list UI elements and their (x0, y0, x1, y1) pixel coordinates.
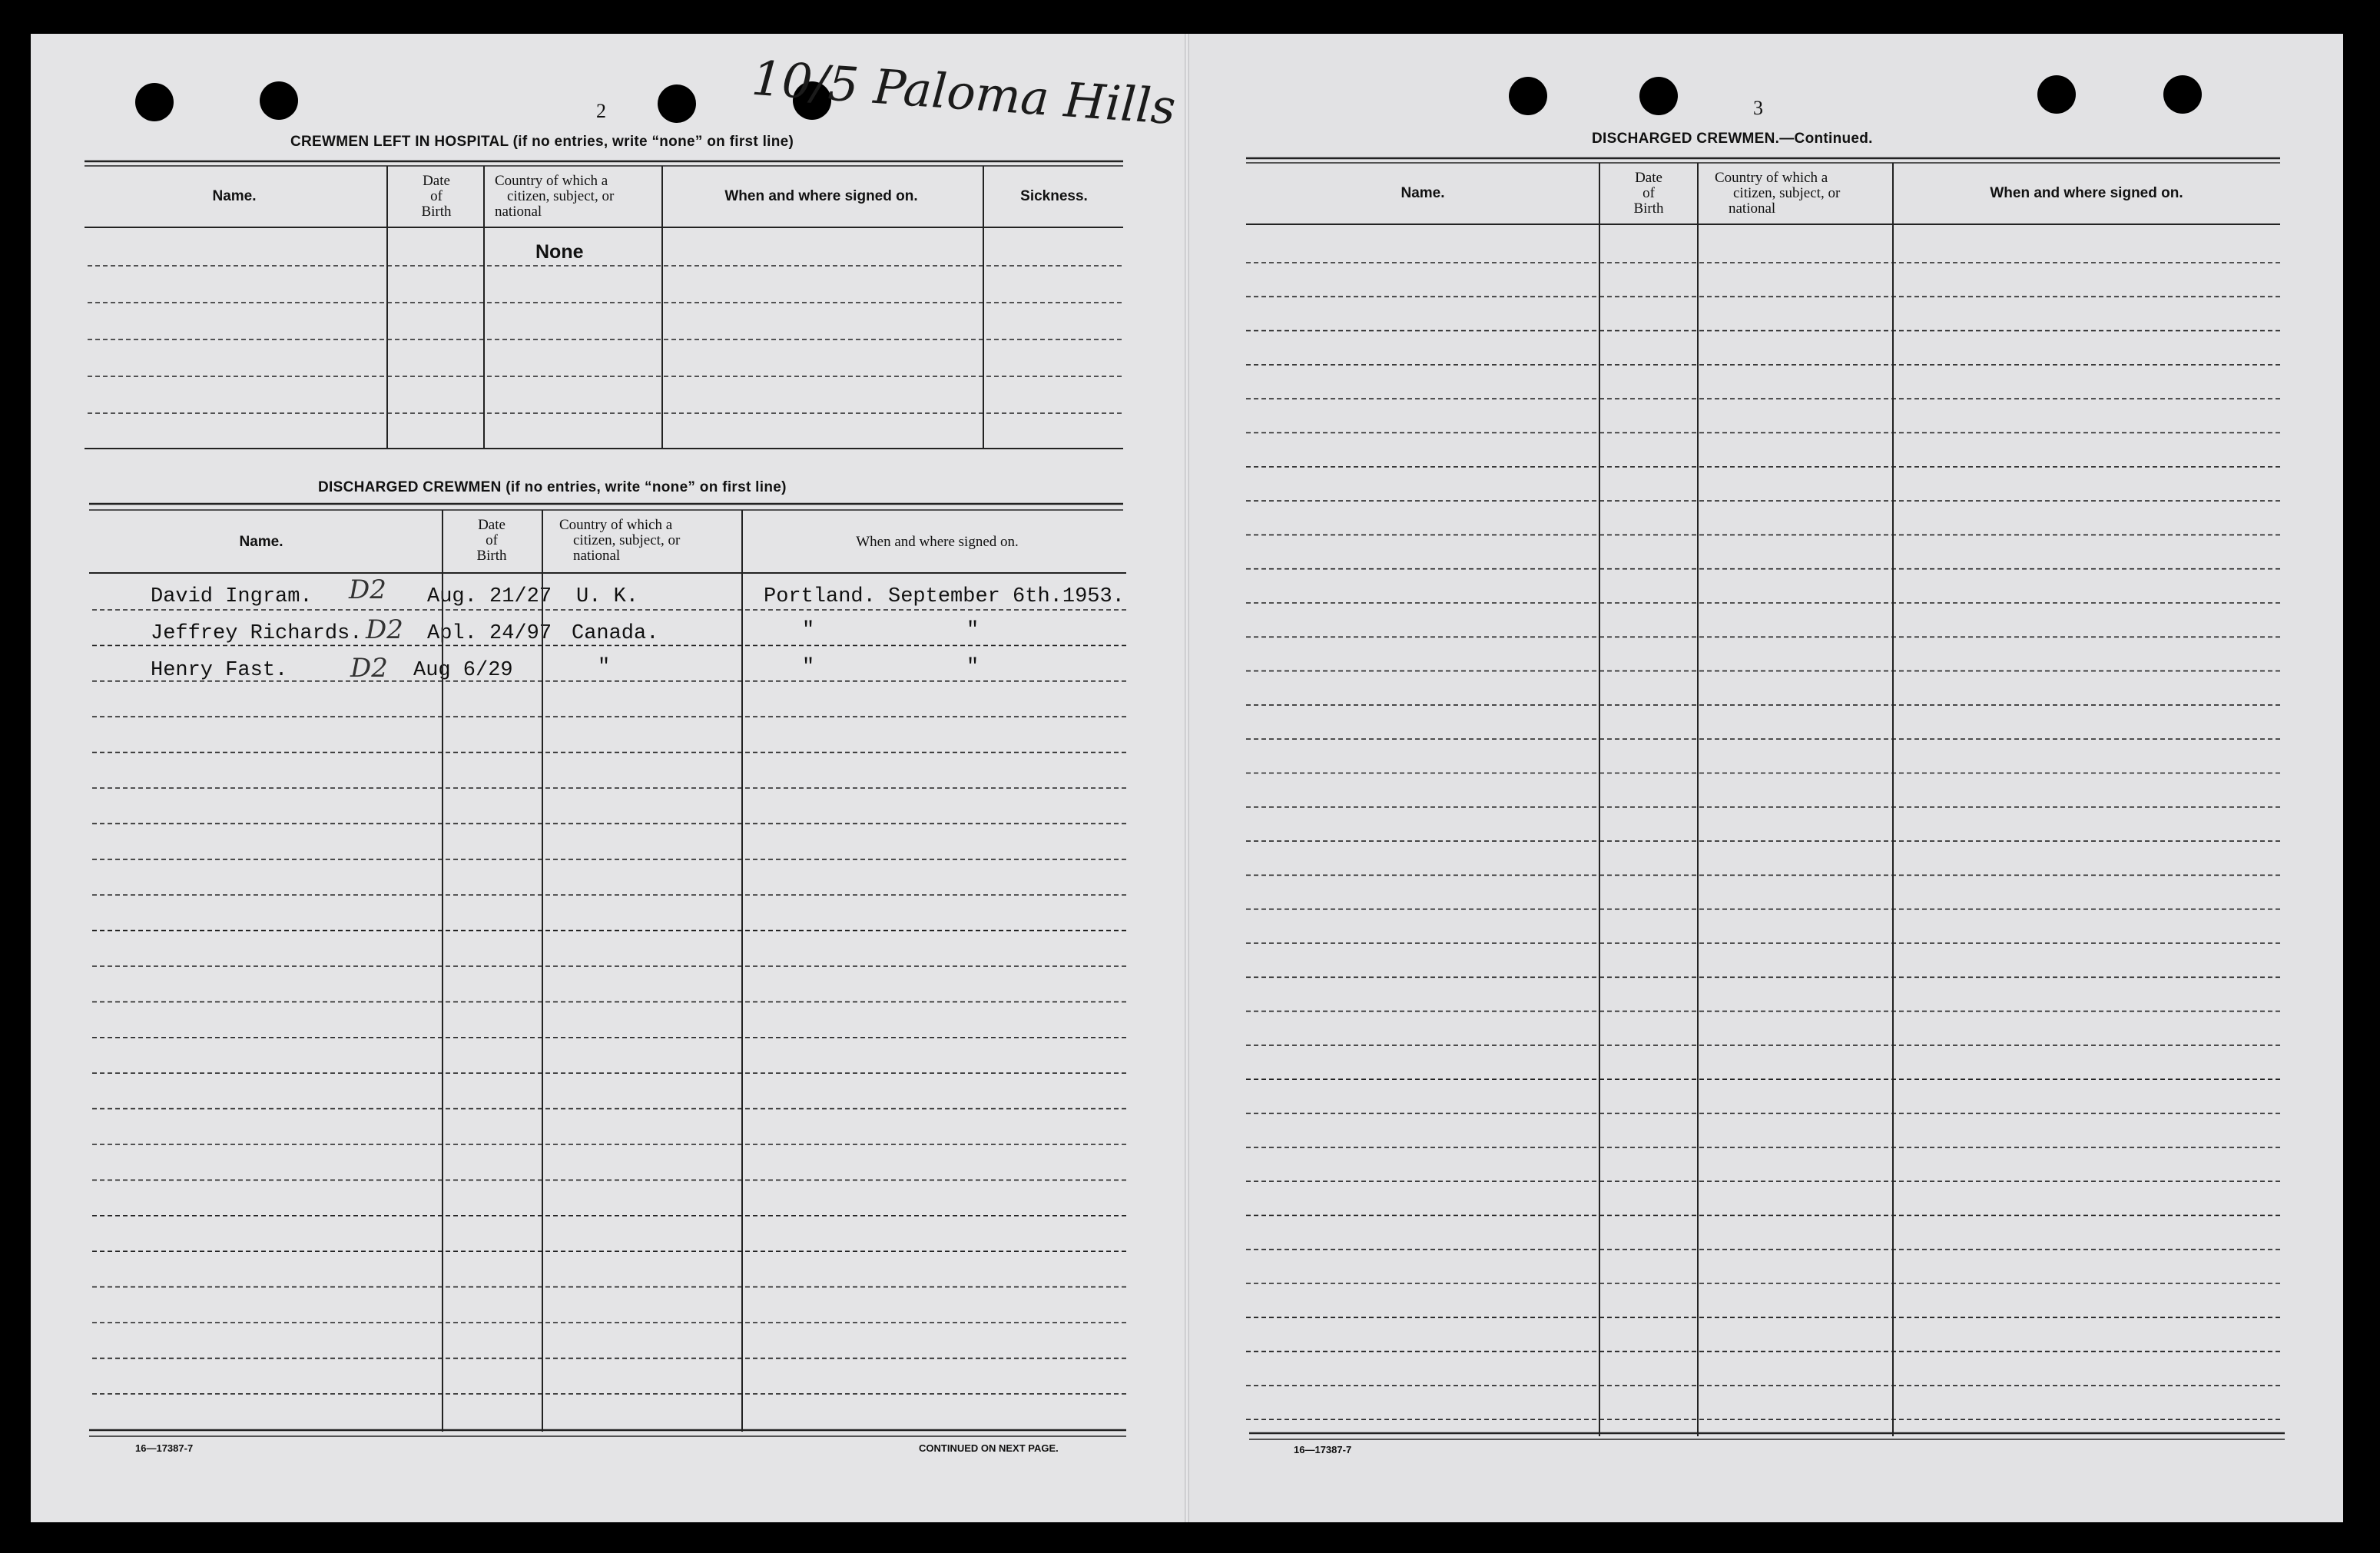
crew-dob: Aug 6/29 (413, 659, 513, 682)
page-number: 3 (1753, 97, 1763, 119)
col-header-country: Country of which a citizen, subject, or national (559, 517, 681, 564)
discharge-mark: D2 (366, 614, 403, 645)
discharge-mark: D2 (350, 653, 388, 684)
hospital-section-title: CREWMEN LEFT IN HOSPITAL (if no entries, write “none” on first line) (290, 134, 794, 150)
col-header-signed-on: When and where signed on. (1990, 185, 2183, 201)
page-number: 2 (596, 100, 606, 122)
ditto-mark: " (966, 619, 980, 642)
col-header-name: Name. (212, 188, 257, 204)
crew-dob: Aug. 21/27 (427, 585, 552, 608)
crew-country: " (598, 656, 611, 679)
discharge-mark: D2 (349, 575, 386, 605)
col-header-dob: Date of Birth (1633, 170, 1664, 217)
crew-signed-on: Portland. September 6th.1953. (764, 585, 1125, 608)
crew-dob: Apl. 24/97 (427, 622, 552, 645)
col-header-name: Name. (1400, 185, 1445, 201)
crew-name: Henry Fast. (151, 659, 288, 682)
right-section-title: DISCHARGED CREWMEN.—Continued. (1592, 131, 1873, 147)
col-header-country: Country of which a citizen, subject, or national (495, 173, 615, 220)
col-header-sickness: Sickness. (1020, 188, 1088, 204)
continued-note: CONTINUED ON NEXT PAGE. (919, 1442, 1059, 1454)
crew-name: David Ingram. (151, 585, 313, 608)
hospital-none-entry: None (535, 241, 584, 263)
col-header-signed-on: When and where signed on. (856, 534, 1019, 550)
col-header-dob: Date of Birth (421, 173, 452, 220)
col-header-dob: Date of Birth (476, 517, 507, 564)
crew-signed-on: " (802, 656, 815, 679)
handwritten-note: 10/5 Paloma Hills (750, 49, 1178, 136)
form-number: 16—17387-7 (1294, 1444, 1352, 1455)
crew-signed-on: " (802, 619, 815, 642)
col-header-signed-on: When and where signed on. (724, 188, 918, 204)
ditto-mark: " (966, 656, 980, 679)
crew-country: U. K. (576, 585, 639, 608)
crew-country: Canada. (572, 622, 659, 645)
col-header-name: Name. (239, 534, 283, 550)
discharged-section-title: DISCHARGED CREWMEN (if no entries, write “none” on first line) (318, 479, 787, 495)
crew-name: Jeffrey Richards. (151, 622, 363, 645)
form-number: 16—17387-7 (135, 1442, 194, 1454)
col-header-country: Country of which a citizen, subject, or national (1715, 170, 1841, 217)
